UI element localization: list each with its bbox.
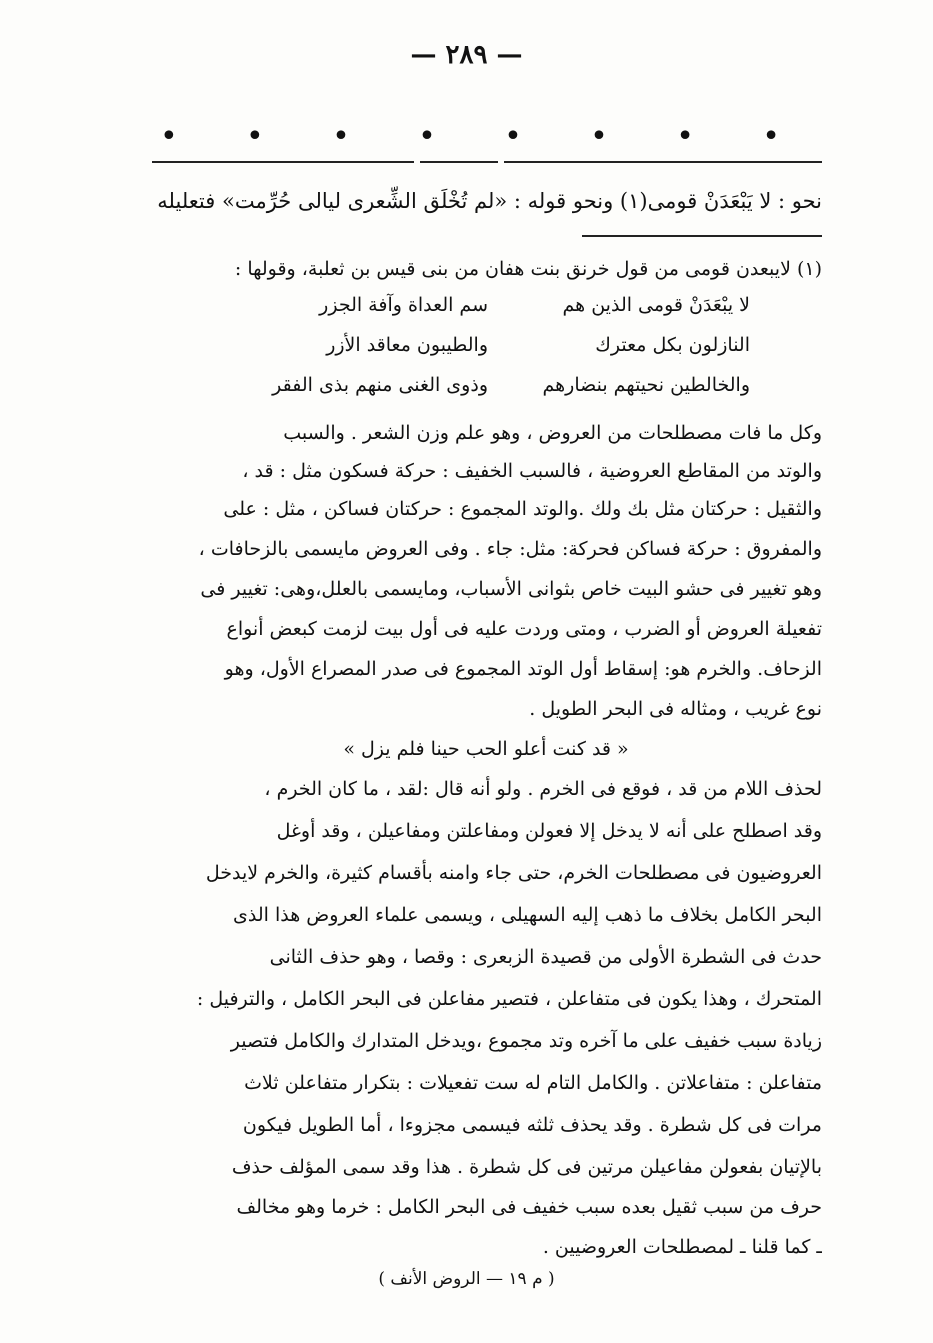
footnote-line: مرات فى كل شطرة . وقد يحذف ثلثه فيسمى مجزوءا ، أما الطويل فيكون [242,1114,822,1136]
footnote-intro: (١) لايبعدن قومى من قول خرنق بنت هفان من بنى قيس بن ثعلبة، وقولها : [234,258,822,280]
page-number: — ٢٨٩ — [410,40,523,70]
footnote-line: نوع غريب ، ومثاله فى البحر الطويل . [529,698,822,720]
footnote-line: متفاعلن : متفاعلاتن . والكامل التام له ست تفعيلات : بتكرار متفاعلن ثلاث [244,1072,822,1094]
top-rule-right [504,161,822,163]
footnote-line: زيادة سبب خفيف على ما آخره وتد مجموع ،ويدخل المتدارك والكامل فتصير [230,1030,822,1052]
ornament-dot: • [418,119,436,154]
footnote-line: حدث فى الشطرة الأولى من قصيدة الزبعرى : وقصا ، وهو حذف الثانى [269,946,822,968]
ornament-dot: • [762,119,780,154]
ornament-dot: • [676,119,694,154]
footnote-line: المتحرك ، وهذا يكون فى متفاعلن ، فتصير مفاعلن فى البحر الكامل ، والترفيل : [196,988,822,1010]
verse-3-first: والخالطين نحيتهم بنضارهم [542,374,750,396]
verse-3-second: وذوى الغنى منهم بذى الفقر [272,374,488,396]
quoted-verse: « قد كنت أعلو الحب حينا فلم يزل » [343,738,629,760]
footnote-line: الزحاف. والخرم هو: إسقاط أول الوتد المجموع فى صدر المصراع الأول، وهو [224,658,822,680]
ornament-dot: • [504,119,522,154]
footnote-line: والوتد من المقاطع العروضية ، فالسبب الخفيف : حركة فسكون مثل : قد ، [242,460,822,482]
footnote-line: البحر الكامل بخلاف ما ذهب إليه السهيلى ، ويسمى علماء العروض هذا الذى [233,904,822,926]
footnote-line: وكل ما فات مصطلحات من العروض ، وهو علم وزن الشعر . والسبب [283,422,822,444]
footnote-separator [582,235,822,237]
verse-1-first: لا يبْعَدَنْ قومى الذين هم [562,294,750,316]
verse-2-second: والطيبون معاقد الأزر [326,334,488,356]
footnote-line: والمفروق : حركة فساكن فحركة: مثل: جاء . وفى العروض مايسمى بالزحافات ، [198,538,822,560]
footnote-line: وقد اصطلح على أنه لا يدخل إلا فعولن ومفاعلتن ومفاعيلن ، وقد أوغل [276,820,822,842]
top-rule-left [152,161,414,163]
ornament-dot: • [160,119,178,154]
footnote-line: تفعيلة العروض أو الضرب ، ومتى وردت عليه فى أول بيت لزمت كبعض أنواع [226,618,822,640]
verse-1-second: سم العداة وآفة الجزر [319,294,488,316]
ornament-dot: • [332,119,350,154]
ornament-dot: • [590,119,608,154]
footnote-line: لحذف اللام من قد ، فوقع فى الخرم . ولو أنه قال :لقد ، ما كان الخرم ، [264,778,822,800]
signature-mark: ( م ١٩ — الروض الأنف ) [378,1269,555,1289]
footnote-line: ـ كما قلنا ـ لمصطلحات العروضيين . [542,1236,822,1258]
main-text-line: نحو : لا يَبْعَدَنْ قومى(١) ونحو قوله : «لم تُخْلَق الشِّعرى ليالى حُرِّمت» فتعليله [157,189,822,213]
verse-2-first: النازلون بكل معترك [595,334,750,356]
top-rule-middle [420,161,498,163]
footnote-line: حرف من سبب ثقيل بعده سبب خفيف فى البحر الكامل : خرما وهو مخالف [236,1196,822,1218]
footnote-line: وهو تغيير فى حشو البيت خاص بثوانى الأسباب، ومايسمى بالعلل،وهى: تغيير فى [200,578,822,600]
footnote-line: العروضيون فى مصطلحات الخرم، حتى جاء وامنه بأقسام كثيرة، والخرم لايدخل [205,862,822,884]
footnote-line: بالإتيان بفعولن مفاعيلن مرتين فى كل شطرة . هذا وقد سمى المؤلف حذف [231,1156,822,1178]
ornament-dot: • [246,119,264,154]
section-dots [160,119,780,154]
footnote-line: والثقيل : حركتان مثل بك ولك .والوتد المجموع : حركتان فساكن ، مثل : على [223,498,822,520]
